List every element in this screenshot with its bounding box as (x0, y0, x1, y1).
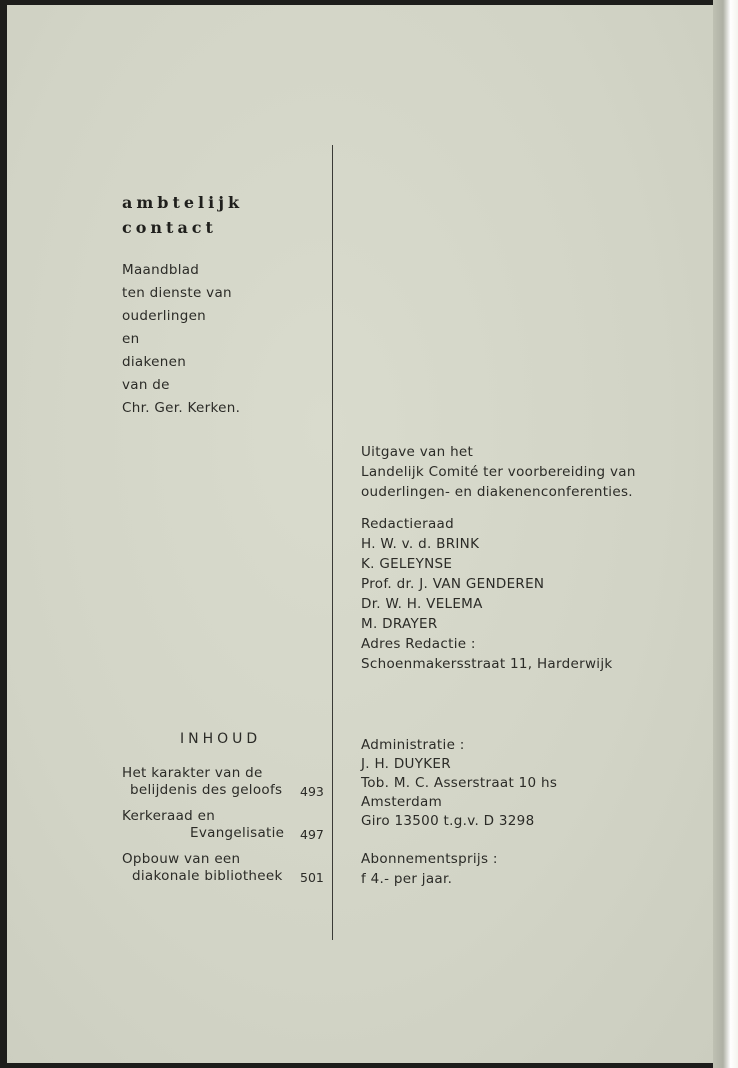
publisher-line: ouderlingen- en diakenenconferenties. (361, 484, 633, 500)
editorial-member: Dr. W. H. VELEMA (361, 596, 483, 612)
subscription-price: f 4.- per jaar. (361, 871, 453, 887)
contents-heading: INHOUD (180, 731, 262, 747)
toc-entry-title: Kerkeraad en (122, 808, 216, 824)
toc-entry-title: Opbouw van een (122, 851, 241, 867)
administration-line: Tob. M. C. Asserstraat 10 hs (361, 775, 558, 791)
editorial-address-label: Adres Redactie : (361, 636, 476, 652)
masthead-title-line-1: ambtelijk (122, 193, 244, 212)
editorial-member: M. DRAYER (361, 616, 438, 632)
administration-line: Giro 13500 t.g.v. D 3298 (361, 813, 535, 829)
editorial-member: K. GELEYNSE (361, 556, 453, 572)
editorial-address: Schoenmakersstraat 11, Harderwijk (361, 656, 613, 672)
toc-entry-title: Evangelisatie (190, 825, 285, 841)
description-line: Maandblad (122, 262, 200, 278)
editorial-member: H. W. v. d. BRINK (361, 536, 480, 552)
publisher-line: Uitgave van het (361, 444, 474, 460)
toc-entry-title: belijdenis des geloofs (130, 782, 283, 798)
toc-entry-page: 497 (300, 827, 324, 842)
masthead-title-line-2: contact (122, 218, 217, 237)
administration-line: J. H. DUYKER (361, 756, 451, 772)
administration-heading: Administratie : (361, 737, 465, 753)
description-line: Chr. Ger. Kerken. (122, 400, 241, 416)
toc-entry-page: 501 (300, 870, 324, 885)
publisher-line: Landelijk Comité ter voorbereiding van (361, 464, 636, 480)
subscription-heading: Abonnementsprijs : (361, 851, 498, 867)
description-line: van de (122, 377, 170, 393)
toc-entry-page: 493 (300, 784, 324, 799)
description-line: ouderlingen (122, 308, 207, 324)
description-line: ten dienste van (122, 285, 232, 301)
description-line: en (122, 331, 140, 347)
column-divider (332, 145, 333, 940)
toc-entry-title: diakonale bibliotheek (132, 868, 283, 884)
page-edge (713, 0, 738, 1068)
administration-line: Amsterdam (361, 794, 443, 810)
page (7, 5, 713, 1063)
editorial-member: Prof. dr. J. VAN GENDEREN (361, 576, 545, 592)
editorial-heading: Redactieraad (361, 516, 454, 532)
description-line: diakenen (122, 354, 187, 370)
toc-entry-title: Het karakter van de (122, 765, 263, 781)
